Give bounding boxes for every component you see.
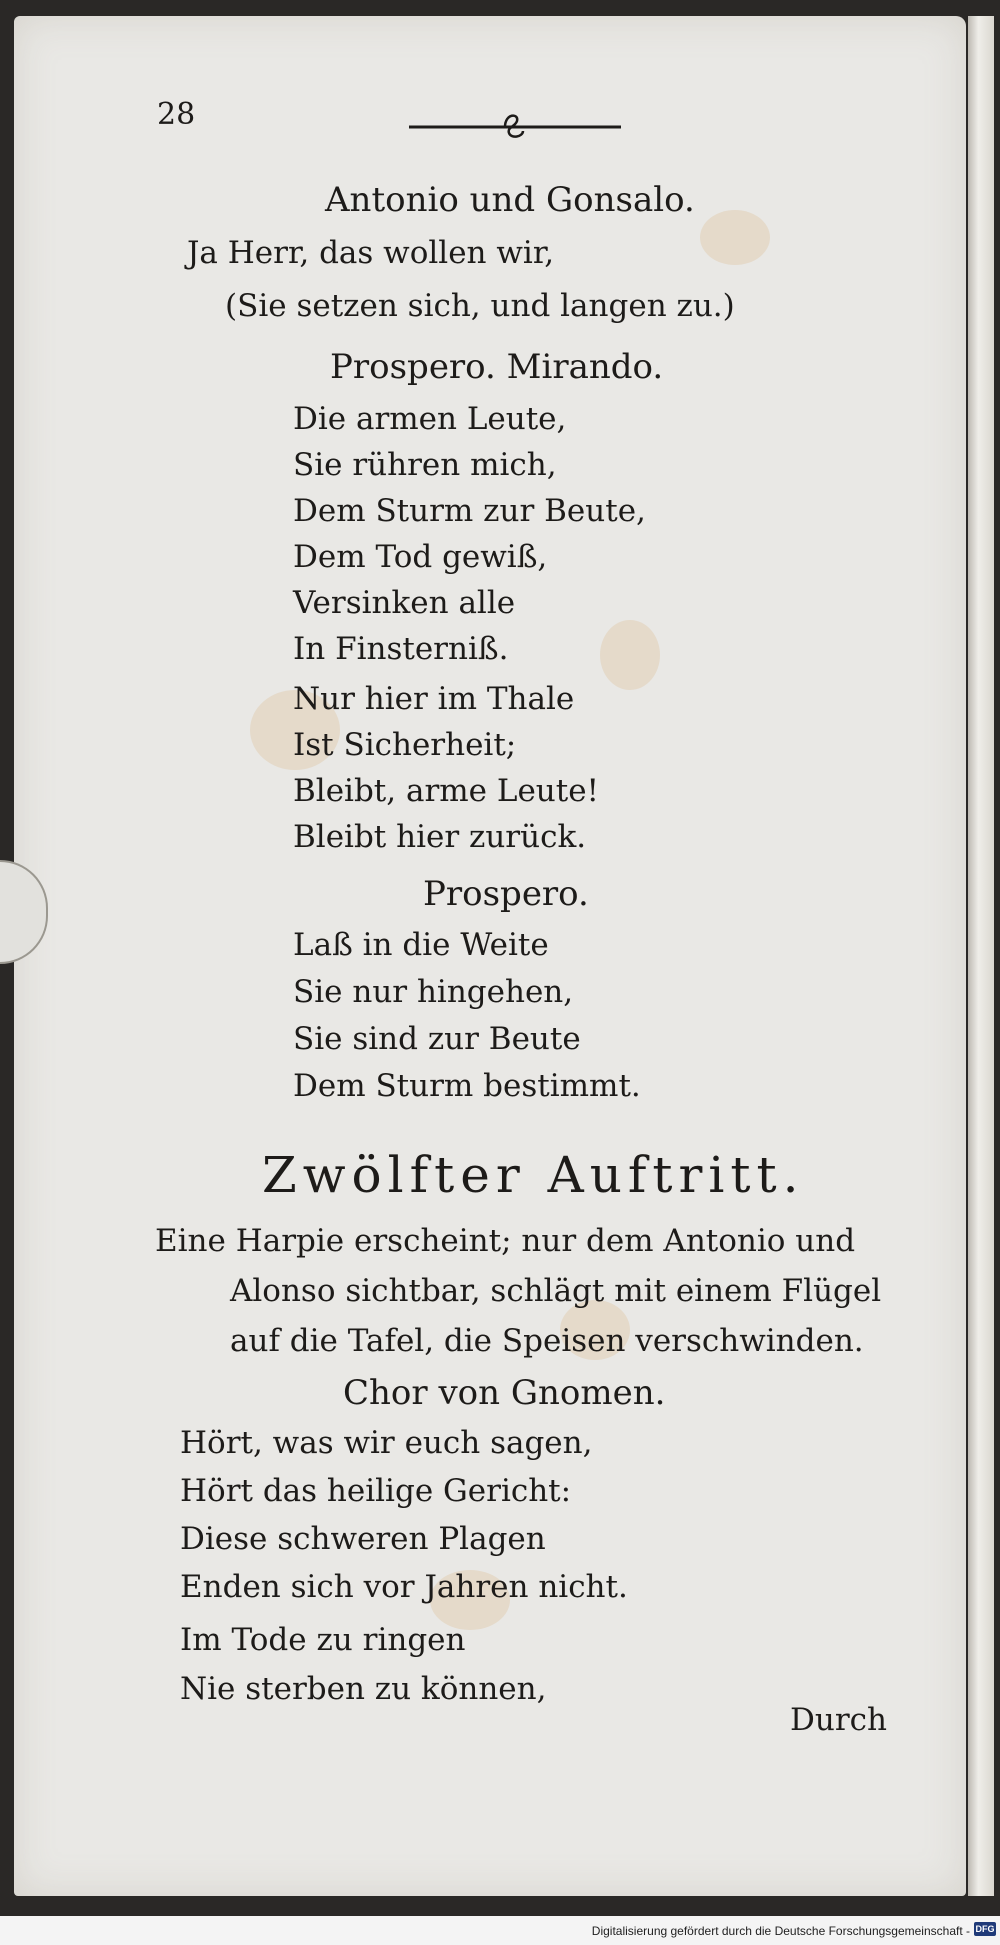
- verse-line: Diese schweren Plagen: [180, 1521, 546, 1557]
- scene-description: Alonso sichtbar, schlägt mit einem Flügel: [230, 1273, 882, 1309]
- page-number: 28: [157, 97, 196, 132]
- scene-description: Eine Harpie erscheint; nur dem Antonio und: [155, 1223, 856, 1259]
- speaker-prospero: Prospero.: [423, 874, 589, 914]
- verse-line: Im Tode zu ringen: [180, 1622, 466, 1658]
- paper-stain: [600, 620, 660, 690]
- stage-direction: (Sie setzen sich, und langen zu.): [225, 288, 735, 324]
- verse-line: Dem Tod gewiß,: [293, 539, 548, 575]
- verse-line: Ist Sicherheit;: [293, 727, 517, 763]
- dfg-logo: DFG: [975, 1924, 995, 1934]
- verse-line: Bleibt hier zurück.: [293, 819, 587, 855]
- speaker-prospero-mirando: Prospero. Mirando.: [330, 347, 664, 387]
- verse-line: Laß in die Weite: [293, 927, 549, 963]
- speaker-antonio-gonsalo: Antonio und Gonsalo.: [325, 180, 695, 220]
- verse-line: Die armen Leute,: [293, 401, 567, 437]
- verse-line: Sie nur hingehen,: [293, 974, 574, 1010]
- verse-line: Versinken alle: [293, 585, 516, 621]
- page-edge: [968, 16, 994, 1896]
- verse-line: Sie sind zur Beute: [293, 1021, 581, 1057]
- verse-line: Ja Herr, das wollen wir,: [187, 235, 555, 271]
- verse-line: Hört, was wir euch sagen,: [180, 1425, 593, 1461]
- verse-line: Nur hier im Thale: [293, 681, 575, 717]
- scene-title: Zwölfter Auftritt.: [262, 1146, 805, 1204]
- scene-description: auf die Tafel, die Speisen verschwinden.: [230, 1323, 864, 1359]
- verse-line: Sie rühren mich,: [293, 447, 557, 483]
- verse-line: Bleibt, arme Leute!: [293, 773, 600, 809]
- verse-line: In Finsterniß.: [293, 631, 509, 667]
- verse-line: Dem Sturm bestimmt.: [293, 1068, 641, 1104]
- catchword: Durch: [790, 1702, 887, 1738]
- verse-line: Nie sterben zu können,: [180, 1671, 547, 1707]
- verse-line: Dem Sturm zur Beute,: [293, 493, 646, 529]
- footer-bar: [0, 1916, 1000, 1945]
- verse-line: Hört das heilige Gericht:: [180, 1473, 572, 1509]
- speaker-chorus: Chor von Gnomen.: [343, 1373, 666, 1413]
- verse-line: Enden sich vor Jahren nicht.: [180, 1569, 628, 1605]
- header-ornament: [405, 105, 625, 145]
- paper-stain: [700, 210, 770, 265]
- footer-credit: Digitalisierung gefördert durch die Deutsche Forschungsgemeinschaft -: [591, 1924, 970, 1938]
